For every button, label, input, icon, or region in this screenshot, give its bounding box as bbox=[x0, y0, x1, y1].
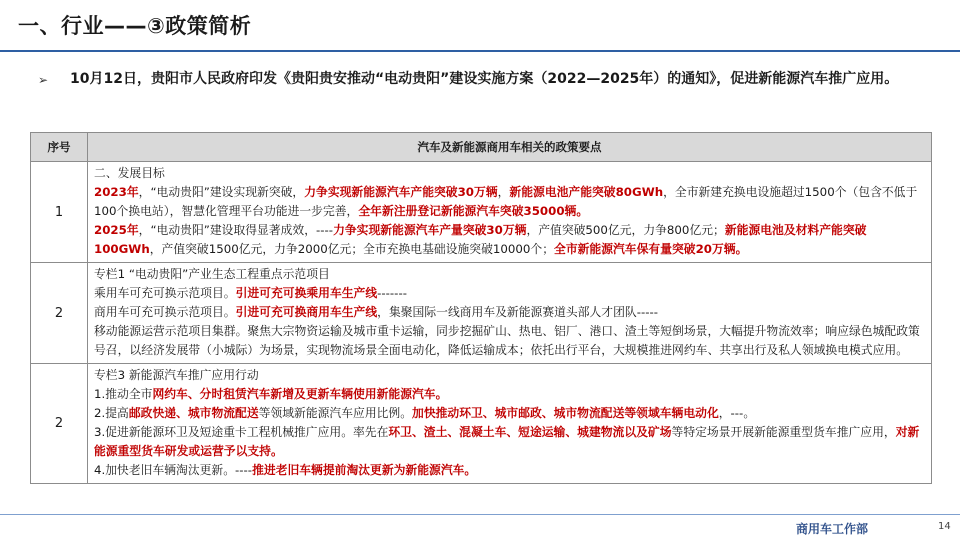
line-text: 2.提高 bbox=[94, 406, 129, 420]
line-text: 1.推动全市 bbox=[94, 387, 153, 401]
header-index: 序号 bbox=[31, 133, 88, 162]
row-line bbox=[94, 265, 925, 284]
highlight-text: 力争实现新能源汽车产能突破30万辆 bbox=[304, 185, 498, 199]
line-text: ，集聚国际一线商用车及新能源赛道头部人才团队----- bbox=[377, 305, 658, 319]
row-content bbox=[88, 364, 932, 484]
table-row bbox=[31, 364, 932, 484]
line-text: 乘用车可充可换示范项目。 bbox=[94, 286, 236, 300]
line-text: 4.加快老旧车辆淘汰更新。---- bbox=[94, 463, 253, 477]
header-content: 汽车及新能源商用车相关的政策要点 bbox=[88, 133, 932, 162]
line-text: 3.促进新能源环卫及短途重卡工程机械推广应用。率先在 bbox=[94, 425, 389, 439]
highlight-text: 网约车、分时租赁汽车新增及更新车辆使用新能源汽车。 bbox=[152, 387, 448, 401]
line-text: ，产值突破1500亿元，力争2000亿元；全市充换电基础设施突破10000个； bbox=[149, 242, 555, 256]
footer-department: 商用车工作部 bbox=[796, 522, 869, 536]
line-text: ，“电动贵阳”建设取得显著成效，---- bbox=[138, 223, 334, 237]
row-index: 2 bbox=[31, 364, 88, 484]
line-text: ，产值突破500亿元，力争800亿元； bbox=[526, 223, 725, 237]
highlight-text: 引进可充可换商用车生产线 bbox=[235, 305, 378, 319]
line-text: ，---。 bbox=[718, 406, 756, 420]
line-text: ，“电动贵阳”建设实现新突破， bbox=[138, 185, 305, 199]
line-text: 商用车可充可换示范项目。 bbox=[94, 305, 236, 319]
highlight-text: 全年新注册登记新能源汽车突破35000辆。 bbox=[358, 204, 589, 218]
page-number: 14 bbox=[938, 521, 951, 532]
line-text: 专栏1 “电动贵阳”产业生态工程重点示范项目 bbox=[94, 267, 330, 281]
line-text: 专栏3 新能源汽车推广应用行动 bbox=[94, 368, 259, 382]
line-text: ，全市新建充换电设施超过1500个（包含不低于100个换电站），智慧化管理平台功能进一步完善， bbox=[94, 185, 918, 218]
highlight-text: 新能源电池及材料产能突破100GWh bbox=[94, 223, 867, 256]
highlight-text: 引进可充可换乘用车生产线 bbox=[235, 286, 378, 300]
row-index: 1 bbox=[31, 162, 88, 263]
highlight-text: 2025年 bbox=[94, 223, 139, 237]
line-text: ， bbox=[497, 185, 510, 199]
highlight-text: 全市新能源汽车保有量突破20万辆。 bbox=[554, 242, 748, 256]
row-line bbox=[94, 284, 925, 303]
row-content bbox=[88, 162, 932, 263]
row-line bbox=[94, 461, 925, 480]
title-divider bbox=[0, 50, 960, 52]
highlight-text: 对新能源重型货车研发或运营予以支持。 bbox=[94, 425, 920, 458]
highlight-text: 新能源电池产能突破80GWh bbox=[509, 185, 664, 199]
line-text: 等领域新能源汽车应用比例。 bbox=[258, 406, 413, 420]
highlight-text: 邮政快递、城市物流配送 bbox=[128, 406, 259, 420]
row-line bbox=[94, 366, 925, 385]
policy-table bbox=[30, 132, 932, 484]
row-line bbox=[94, 404, 925, 423]
row-content bbox=[88, 263, 932, 364]
highlight-text: 2023年 bbox=[94, 185, 139, 199]
bullet-arrow-icon: ➢ bbox=[38, 73, 49, 87]
row-line bbox=[94, 385, 925, 404]
line-text: 二、发展目标 bbox=[94, 166, 165, 180]
highlight-text: 环卫、渣土、混凝土车、短途运输、城建物流以及矿场 bbox=[388, 425, 672, 439]
table-header-row bbox=[31, 133, 932, 162]
row-line bbox=[94, 423, 925, 461]
line-text: ------- bbox=[377, 286, 407, 300]
table-row bbox=[31, 263, 932, 364]
highlight-text: 推进老旧车辆提前淘汰更新为新能源汽车。 bbox=[252, 463, 477, 477]
row-line bbox=[94, 164, 925, 183]
row-index: 2 bbox=[31, 263, 88, 364]
row-line bbox=[94, 322, 925, 360]
row-line bbox=[94, 221, 925, 259]
table-row bbox=[31, 162, 932, 263]
footer-divider bbox=[0, 514, 960, 515]
highlight-text: 加快推动环卫、城市邮政、城市物流配送等领域车辆电动化 bbox=[412, 406, 719, 420]
row-line bbox=[94, 303, 925, 322]
row-line bbox=[94, 183, 925, 221]
page-title: 一、行业——③政策简析 bbox=[18, 14, 252, 38]
line-text: 等特定场景开展新能源重型货车推广应用， bbox=[671, 425, 896, 439]
summary-text: 10月12日，贵阳市人民政府印发《贵阳贵安推动“电动贵阳”建设实施方案（2022—2025年）的通知》，促进新能源汽车推广应用。 bbox=[70, 71, 899, 87]
line-text: 移动能源运营示范项目集群。聚焦大宗物资运输及城市重卡运输，同步挖掘矿山、热电、铝厂、港口、渣土等短倒场景，大幅提升物流效率；响应绿色城配政策号召，以经济发展带（小城际）为场景，实现物流场景全面电动化，降低运输成本；依托出行平台，大规模推进网约车、共享出行及私人领域换电模式应用。 bbox=[94, 324, 920, 357]
highlight-text: 力争实现新能源汽车产量突破30万辆 bbox=[333, 223, 527, 237]
